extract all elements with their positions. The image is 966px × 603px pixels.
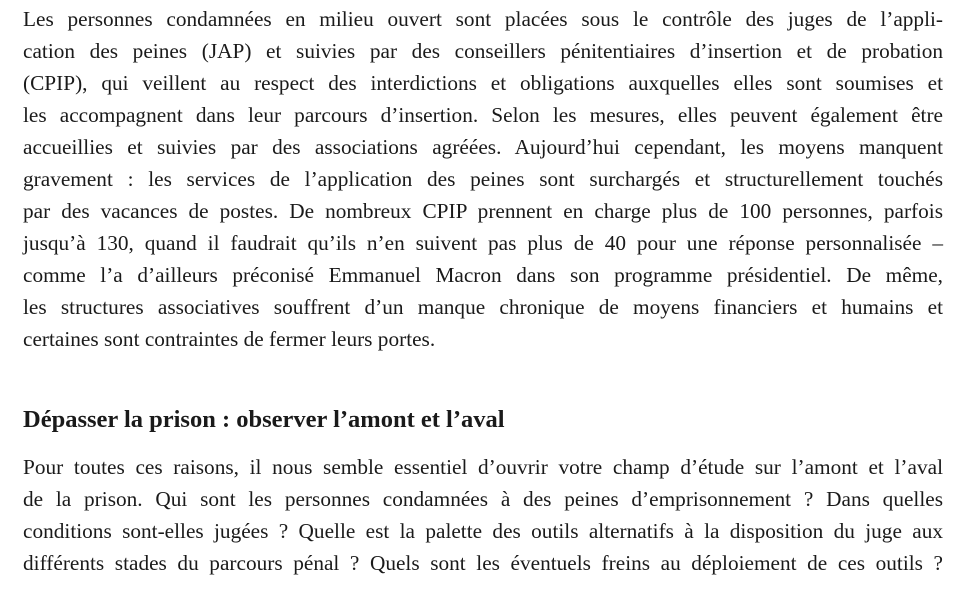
paragraph-line: comme l’a d’ailleurs préconisé Emmanuel Macron dans son programme présidentiel. De même, — [23, 263, 943, 287]
paragraph-line: par des vacances de postes. De nombreux CPIP prennent en charge plus de 100 personnes, parfois — [23, 199, 943, 223]
paragraph-line: les accompagnent dans leur parcours d’insertion. Selon les mesures, elles peuvent également être — [23, 103, 943, 127]
paragraph-line: certaines sont contraintes de fermer leurs portes. — [23, 327, 436, 351]
section-heading: Dépasser la prison : observer l’amont et l’aval — [23, 406, 505, 433]
paragraph-line: cation des peines (JAP) et suivies par des conseillers pénitentiaires d’insertion et de probation — [23, 39, 943, 63]
paragraph-line: accueillies et suivies par des associations agréées. Aujourd’hui cependant, les moyens manquent — [23, 135, 943, 159]
paragraph-line: les structures associatives souffrent d’un manque chronique de moyens financiers et humains et — [23, 295, 943, 319]
paragraph-line: Les personnes condamnées en milieu ouvert sont placées sous le contrôle des juges de l’appli- — [23, 7, 943, 31]
paragraph-line: conditions sont-elles jugées ? Quelle est la palette des outils alternatifs à la disposition du juge aux — [23, 519, 943, 543]
paragraph-line: (CPIP), qui veillent au respect des interdictions et obligations auxquelles elles sont soumises et — [23, 71, 943, 95]
paragraph-line: différents stades du parcours pénal ? Quels sont les éventuels freins au déploiement de ces outils ? — [23, 551, 943, 575]
paragraph-line: Pour toutes ces raisons, il nous semble essentiel d’ouvrir votre champ d’étude sur l’amont et l’aval — [23, 455, 943, 479]
paragraph-line: gravement : les services de l’application des peines sont surchargés et structurellement touchés — [23, 167, 943, 191]
paragraph-line: de la prison. Qui sont les personnes condamnées à des peines d’emprisonnement ? Dans quelles — [23, 487, 943, 511]
paragraph-line: jusqu’à 130, quand il faudrait qu’ils n’en suivent pas plus de 40 pour une réponse personnalisée – — [23, 231, 943, 255]
